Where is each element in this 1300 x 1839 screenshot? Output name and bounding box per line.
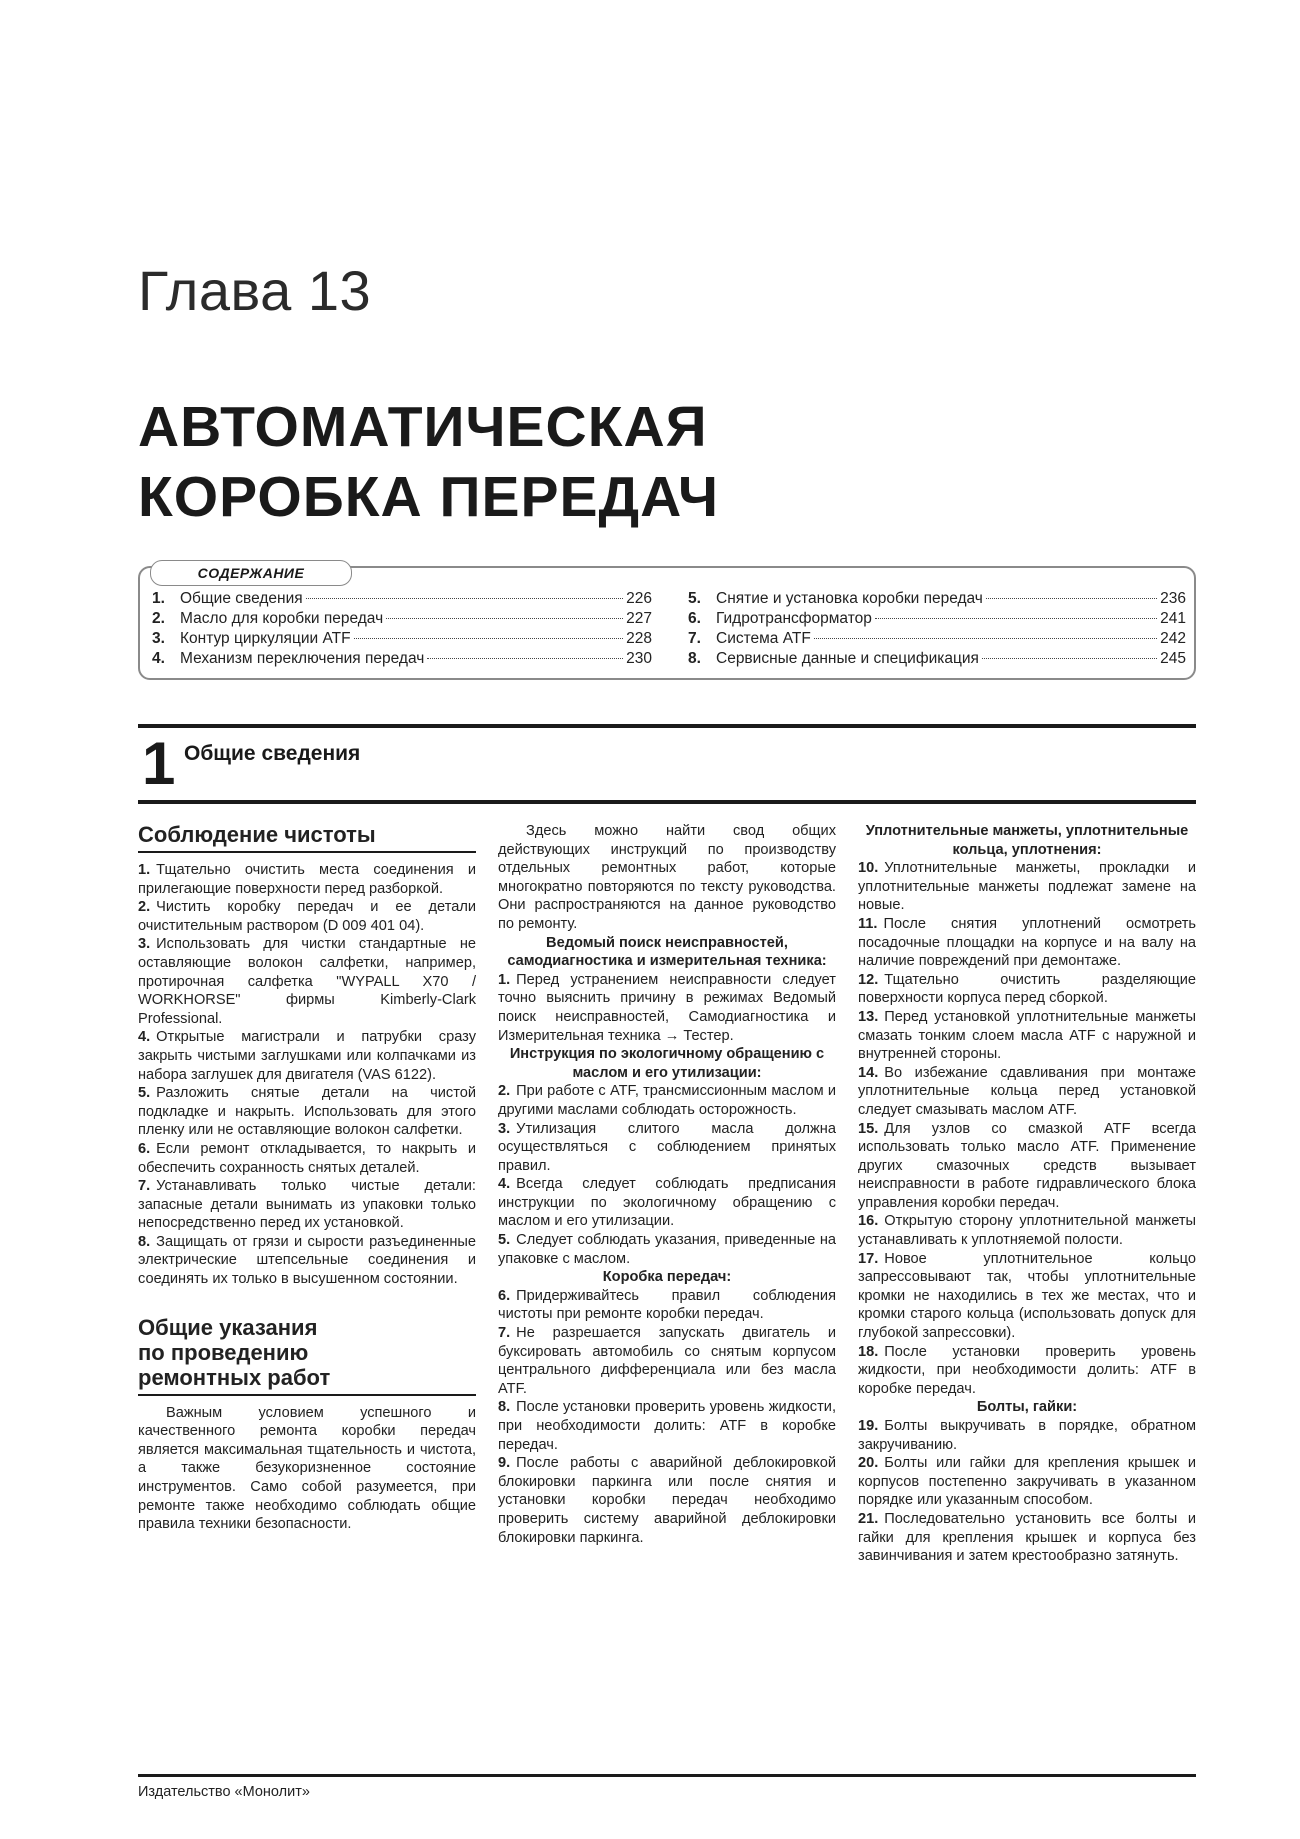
list-item [498, 1120, 836, 1176]
list-item [138, 1233, 476, 1289]
item-number: 13. [858, 1008, 879, 1025]
toc-num: 6. [688, 610, 701, 627]
chapter-title-line1: АВТОМАТИЧЕСКАЯ [138, 395, 708, 459]
item-text: После работы с аварийной деблокировкой блокировки паркинга или после снятия и установки коробки передач необходимо проверить систему аварийной деблокировки блокировки паркинга. [498, 1455, 836, 1546]
item-number: 16. [858, 1213, 879, 1230]
section-header [138, 724, 1196, 804]
toc-num: 5. [688, 590, 701, 607]
list-item [498, 1454, 836, 1547]
toc-leader [875, 618, 1157, 619]
table-of-contents [138, 566, 1196, 680]
list-item [858, 1212, 1196, 1249]
item-number: 8. [138, 1233, 151, 1250]
item-number: 7. [138, 1178, 151, 1195]
item-number: 2. [138, 899, 151, 916]
item-number: 5. [138, 1085, 151, 1102]
list-item [138, 1028, 476, 1084]
subheading-line: ремонтных работ [138, 1364, 331, 1390]
item-text: При работе с ATF, трансмиссионным маслом и другими маслами соблюдать осторожность. [498, 1083, 836, 1118]
item-text: Разложить снятые детали на чистой подкладке и накрыть. Использовать для этого пленку или не оставляющие волокон салфетки. [138, 1085, 476, 1139]
text-column-2 [498, 822, 836, 1547]
toc-page: 226 [626, 590, 652, 607]
toc-item[interactable] [152, 610, 652, 630]
toc-leader [982, 658, 1157, 659]
toc-text: Механизм переключения передач [180, 650, 425, 667]
toc-item[interactable] [688, 650, 1186, 670]
list-item [138, 1140, 476, 1177]
item-number: 6. [138, 1140, 151, 1157]
subheading-line: по проведению [138, 1339, 309, 1365]
subheading-cleanliness: Соблюдение чистоты [138, 822, 476, 853]
item-text: Во избежание сдавливания при монтаже уплотнительные кольца перед установкой следует смазывать маслом ATF. [858, 1064, 1196, 1118]
toc-item[interactable] [688, 610, 1186, 630]
list-item [858, 1510, 1196, 1566]
item-number: 3. [138, 936, 151, 953]
item-number: 9. [498, 1455, 511, 1472]
list-item [498, 1175, 836, 1231]
item-text: Всегда следует соблюдать предписания инструкции по экологичному обращению с маслом и его утилизации. [498, 1176, 836, 1230]
item-number: 7. [498, 1325, 511, 1342]
footer-rule [138, 1774, 1196, 1777]
item-number: 20. [858, 1455, 879, 1472]
item-number: 12. [858, 971, 879, 988]
list-item [498, 1082, 836, 1119]
text-column-3 [858, 822, 1196, 1566]
item-text: Перед устранением неисправности следует точно выяснить причину в режимах Ведомый поиск неисправностей, Самодиагностика и Измерительная техника → Тестер. [498, 971, 836, 1044]
item-text: Открытую сторону уплотнительной манжеты устанавливать к уплотняемой полости. [858, 1213, 1196, 1249]
list-item [858, 915, 1196, 971]
item-text: Уплотнительные манжеты, прокладки и уплотнительные манжеты подлежат замене на новые. [858, 860, 1196, 914]
item-number: 8. [498, 1399, 511, 1416]
bold-heading: Коробка передач: [602, 1269, 732, 1286]
toc-page: 230 [626, 650, 652, 667]
toc-text: Система ATF [716, 630, 811, 647]
item-text: Придерживайтесь правил соблюдения чистоты при ремонте коробки передач. [498, 1287, 836, 1323]
chapter-label: Глава 13 [138, 259, 372, 322]
item-text: Болты или гайки для крепления крышек и корпусов постепенно закручивать в указанном порядке или указанным способом. [858, 1455, 1196, 1509]
item-text: После установки проверить уровень жидкости, при необходимости долить: ATF в коробке передач. [498, 1399, 836, 1453]
item-text: Тщательно очистить места соединения и прилегающие поверхности перед разборкой. [138, 862, 476, 897]
list-item [498, 1231, 836, 1268]
item-text: Не разрешается запускать двигатель и буксировать автомобиль со снятым корпусом центрального дифференциала или без масла ATF. [498, 1325, 836, 1397]
item-text: Утилизация слитого масла должна осуществляться с соблюдением принятых правил. [498, 1120, 836, 1174]
text-column-1 [138, 822, 476, 1534]
toc-item[interactable] [152, 630, 652, 650]
item-number: 19. [858, 1418, 879, 1434]
item-number: 1. [138, 862, 151, 878]
item-number: 14. [858, 1064, 879, 1081]
toc-num: 2. [152, 610, 165, 627]
bold-heading: Инструкция по экологичному обращению с маслом и его утилизации: [509, 1046, 825, 1081]
bold-heading: Уплотнительные манжеты, уплотнительные кольца, уплотнения: [865, 823, 1189, 858]
list-item [498, 1324, 836, 1398]
item-number: 4. [498, 1176, 511, 1193]
toc-right-column [688, 590, 1186, 670]
list-item [498, 1398, 836, 1454]
toc-leader [814, 638, 1157, 639]
toc-page: 245 [1160, 650, 1186, 667]
toc-page: 242 [1160, 630, 1186, 647]
chapter-title [138, 392, 719, 532]
toc-left-column [152, 590, 652, 670]
toc-leader [386, 618, 623, 619]
item-text: Новое уплотнительное кольцо запрессовывают так, чтобы уплотнительные кромки не находились в тех же местах, что и кромки старого кольца (использовать допуск для глубокой запрессовки). [858, 1250, 1196, 1342]
toc-num: 4. [152, 650, 165, 667]
section-title: Общие сведения [184, 742, 361, 765]
list-item [138, 1084, 476, 1140]
toc-text: Масло для коробки передач [180, 610, 384, 627]
list-item [858, 1064, 1196, 1120]
item-text: Использовать для чистки стандартные не оставляющие волокон салфетки, например, протирочная салфетка "WYPALL X70 / WORKHORSE" фирмы Kimberly-Clark Professional. [138, 936, 476, 1027]
toc-num: 8. [688, 650, 701, 667]
item-text: Открытые магистрали и патрубки сразу закрыть чистыми заглушками или колпачками из набора заглушек для двигателя (VAS 6122). [138, 1029, 476, 1083]
item-text: Болты выкручивать в порядке, обратном закручиванию. [858, 1418, 1196, 1453]
footer-publisher: Издательство «Монолит» [138, 1784, 310, 1800]
toc-leader [986, 598, 1157, 599]
item-number: 11. [858, 915, 878, 932]
list-item [858, 1120, 1196, 1213]
toc-num: 1. [152, 590, 165, 607]
toc-num: 7. [688, 630, 701, 647]
list-item [858, 1454, 1196, 1510]
list-item [498, 1287, 836, 1324]
bold-heading: Ведомый поиск неисправностей, самодиагностика и измерительная техника: [507, 934, 827, 970]
toc-page: 241 [1160, 610, 1186, 627]
toc-item[interactable] [152, 650, 652, 670]
item-text: После установки проверить уровень жидкости, при необходимости долить: ATF в коробке передач. [858, 1343, 1196, 1397]
toc-text: Снятие и установка коробки передач [716, 590, 983, 607]
toc-leader [306, 598, 623, 599]
toc-page: 227 [626, 610, 652, 627]
subheading-line: Общие указания [138, 1314, 318, 1340]
paragraph: Важным условием успешного и качественного ремонта коробки передач является максимальная тщательность и чистота, а также безукоризненное состояние инструментов. Само собой разумеется, при ремонте также необходимо соблюдать общие правила техники безопасности. [138, 1404, 476, 1533]
item-number: 6. [498, 1287, 511, 1304]
item-number: 15. [858, 1120, 879, 1137]
item-number: 18. [858, 1343, 879, 1360]
toc-item[interactable] [152, 590, 652, 610]
item-text: Последовательно установить все болты и гайки для крепления крышек и корпуса без завинчивания и затем крестообразно затянуть. [858, 1510, 1196, 1565]
item-text: Перед установкой уплотнительные манжеты смазать тонким слоем масла ATF с наружной и внутренней стороны. [858, 1008, 1196, 1063]
toc-header: СОДЕРЖАНИЕ [150, 560, 352, 586]
item-number: 1. [498, 971, 511, 988]
toc-text: Контур циркуляции ATF [180, 630, 351, 647]
bold-heading: Болты, гайки: [976, 1399, 1078, 1416]
item-number: 4. [138, 1029, 151, 1046]
list-item [858, 1250, 1196, 1343]
item-number: 5. [498, 1232, 511, 1249]
chapter-title-line2: КОРОБКА ПЕРЕДАЧ [138, 465, 719, 529]
item-text: Если ремонт откладывается, то накрыть и обеспечить сохранность снятых деталей. [138, 1140, 476, 1176]
list-item [138, 898, 476, 935]
item-text: Тщательно очистить разделяющие поверхности корпуса перед сборкой. [858, 971, 1196, 1007]
paragraph: Здесь можно найти свод общих действующих инструкций по производству отдельных ремонтных работ, которые многократно повторяются по тексту руководства. Они распространяются на данное руководство по ремонту. [498, 823, 836, 932]
list-item [858, 1008, 1196, 1064]
item-text: После снятия уплотнений осмотреть посадочные площадки на корпусе и на валу на наличие повреждений при демонтаже. [858, 915, 1196, 970]
toc-text: Гидротрансформатор [716, 610, 872, 627]
item-number: 10. [858, 860, 879, 877]
item-text: Для узлов со смазкой ATF всегда использовать только масло ATF. Применение других смазочных средств вызывает неисправности в работе гидравлического блока управления коробки передач. [858, 1120, 1196, 1211]
item-number: 17. [858, 1250, 879, 1267]
list-item [138, 935, 476, 1028]
list-item [138, 1177, 476, 1233]
toc-item[interactable] [688, 590, 1186, 610]
toc-num: 3. [152, 630, 165, 647]
toc-text: Сервисные данные и спецификация [716, 650, 979, 667]
toc-page: 236 [1160, 590, 1186, 607]
list-item [858, 1417, 1196, 1454]
list-item [498, 971, 836, 1045]
list-item [858, 971, 1196, 1008]
list-item [858, 1343, 1196, 1399]
list-item [138, 861, 476, 898]
item-number: 3. [498, 1120, 511, 1137]
toc-item[interactable] [688, 630, 1186, 650]
item-number: 2. [498, 1083, 511, 1100]
toc-leader [427, 658, 623, 659]
item-text: Устанавливать только чистые детали: запасные детали вынимать из упаковки только непосредственно перед их установкой. [138, 1178, 476, 1232]
item-number: 21. [858, 1510, 879, 1527]
item-text: Следует соблюдать указания, приведенные на упаковке с маслом. [498, 1232, 836, 1267]
list-item [858, 859, 1196, 915]
item-text: Чистить коробку передач и ее детали очистительным раствором (D 009 401 04). [138, 899, 476, 934]
item-text: Защищать от грязи и сырости разъединенные электрические штепсельные соединения и соединять их только в высушенном состоянии. [138, 1233, 476, 1288]
toc-text: Общие сведения [180, 590, 303, 607]
subheading-repair-guidelines [138, 1315, 476, 1396]
toc-page: 228 [626, 630, 652, 647]
toc-leader [354, 638, 624, 639]
section-number: 1 [142, 730, 176, 797]
